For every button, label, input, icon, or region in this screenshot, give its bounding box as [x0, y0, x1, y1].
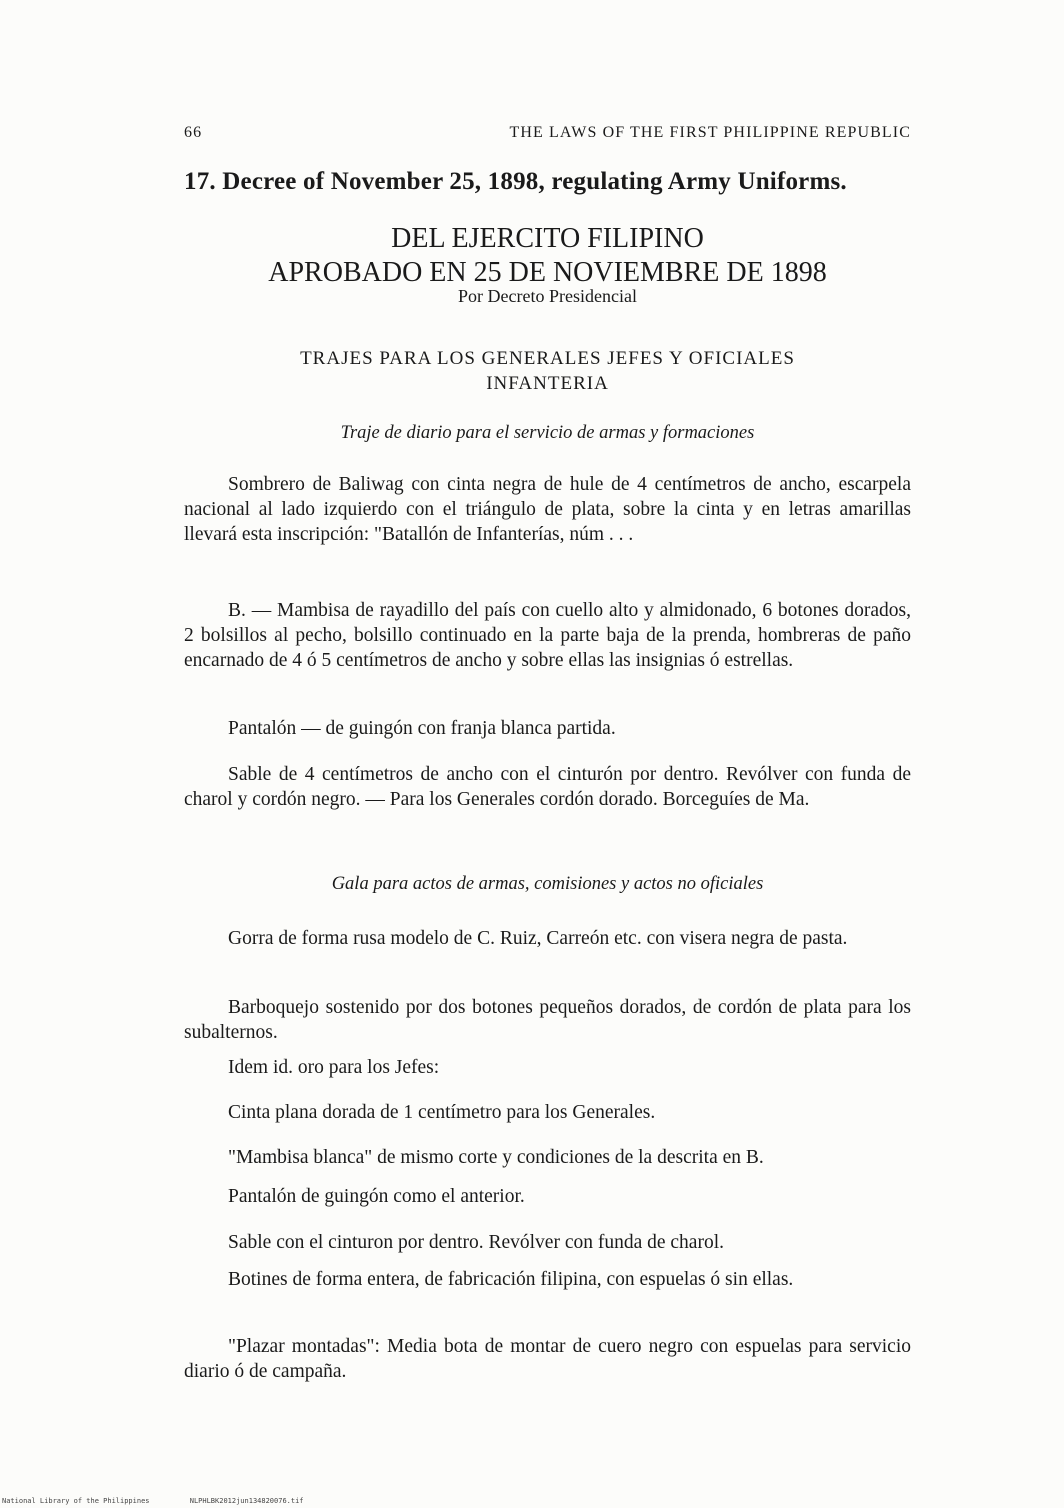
paragraph: Pantalón de guingón como el anterior.: [228, 1186, 525, 1207]
paragraph: Botines de forma entera, de fabricación filipina, con espuelas ó sin ellas.: [228, 1269, 794, 1290]
paragraph: Sable de 4 centímetros de ancho con el cinturón por dentro. Revólver con funda de charol y cordón negro. — Para los Generales cordón dorado. Borceguíes de Ma.: [184, 764, 911, 810]
paragraph: "Plazar montadas": Media bota de montar de cuero negro con espuelas para servicio diario ó de campaña.: [184, 1336, 911, 1382]
main-title: [184, 222, 911, 290]
main-title-line-1: DEL EJERCITO FILIPINO: [391, 223, 704, 254]
paragraph: "Mambisa blanca" de mismo corte y condiciones de la descrita en B.: [228, 1147, 764, 1168]
paragraph: Sable con el cinturon por dentro. Revólver con funda de charol.: [228, 1232, 725, 1253]
subheading-daily-uniform: Traje de diario para el servicio de armas y formaciones: [340, 423, 755, 443]
subtitle: Por Decreto Presidencial: [458, 286, 637, 306]
section-title-line-2: INFANTERIA: [486, 373, 609, 394]
paragraph: Cinta plana dorada de 1 centímetro para los Generales.: [228, 1102, 656, 1123]
decree-title: 17. Decree of November 25, 1898, regulating Army Uniforms.: [184, 168, 847, 195]
running-title: THE LAWS OF THE FIRST PHILIPPINE REPUBLIC: [509, 124, 911, 141]
scan-footer: [2, 1497, 340, 1505]
page-number: 66: [184, 124, 203, 141]
paragraph: Pantalón — de guingón con franja blanca partida.: [228, 718, 616, 739]
main-title-line-2: APROBADO EN 25 DE NOVIEMBRE DE 1898: [268, 257, 827, 288]
footer-source: National Library of the Philippines: [2, 1497, 150, 1505]
paragraph: B. — Mambisa de rayadillo del país con cuello alto y almidonado, 6 botones dorados, 2 bolsillos al pecho, bolsillo continuado en la parte baja de la prenda, hombreras de paño encarnado de 4 ó 5 centímetros de ancho y sobre ellas las insignias ó estrellas.: [184, 600, 911, 671]
paragraph: Idem id. oro para los Jefes:: [228, 1057, 440, 1078]
paragraph: Sombrero de Baliwag con cinta negra de hule de 4 centímetros de ancho, escarpela nacional al lado izquierdo con el triángulo de plata, sobre la cinta y en letras amarillas llevará esta inscripción: "Batallón de Infanterías, núm . . .: [184, 474, 911, 545]
subheading-gala-uniform: Gala para actos de armas, comisiones y actos no oficiales: [331, 874, 764, 894]
section-title: [184, 346, 911, 396]
footer-filename: NLPHLBK2012jun134820076.tif: [189, 1497, 304, 1505]
section-title-line-1: TRAJES PARA LOS GENERALES JEFES Y OFICIALES: [300, 348, 795, 369]
paragraph: Gorra de forma rusa modelo de C. Ruiz, Carreón etc. con visera negra de pasta.: [228, 928, 848, 949]
paragraph: Barboquejo sostenido por dos botones pequeños dorados, de cordón de plata para los subalternos.: [184, 997, 911, 1043]
